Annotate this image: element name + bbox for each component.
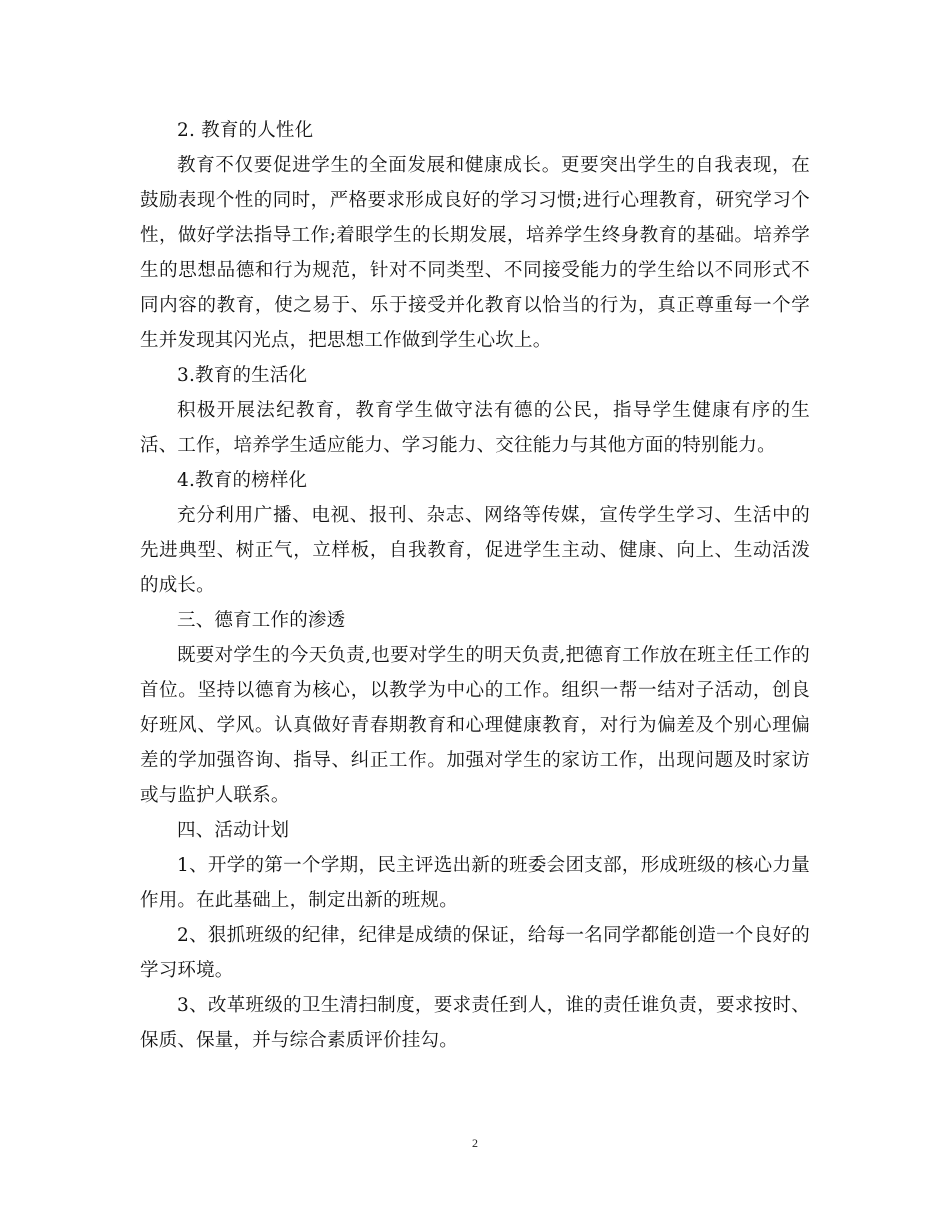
paragraph-activity-1: 1、开学的第一个学期，民主评选出新的班委会团支部，形成班级的核心力量作用。在此基础上，制定出新的班规。	[140, 855, 810, 911]
paragraph-activity-3: 3、改革班级的卫生清扫制度，要求责任到人，谁的责任谁负责，要求按时、保质、保量，并与综合素质评价挂勾。	[140, 995, 810, 1051]
paragraph-moral-education: 既要对学生的今天负责,也要对学生的明天负责,把德育工作放在班主任工作的首位。坚持以德育为核心，以教学为中心的工作。组织一帮一结对子活动，创良好班风、学风。认真做好青春期教育和心理健康教育，对行为偏差及个别心理偏差的学加强咨询、指导、纠正工作。加强对学生的家访工作，出现问题及时家访或与监护人联系。	[140, 645, 810, 806]
paragraph-humanization: 教育不仅要促进学生的全面发展和健康成长。更要突出学生的自我表现，在鼓励表现个性的同时，严格要求形成良好的学习习惯;进行心理教育，研究学习个性，做好学法指导工作;着眼学生的长期发展，培养学生终身教育的基础。培养学生的思想品德和行为规范，针对不同类型、不同接受能力的学生给以不同形式不同内容的教育，使之易于、乐于接受并化教育以恰当的行为，真正尊重每一个学生并发现其闪光点，把思想工作做到学生心坎上。	[140, 155, 810, 351]
section-heading-life: 3.教育的生活化	[177, 365, 308, 386]
section-heading-activity-plan: 四、活动计划	[177, 820, 290, 841]
document-body	[140, 113, 810, 1058]
section-heading-humanization: 2. 教育的人性化	[177, 120, 314, 141]
paragraph-role-model: 充分利用广播、电视、报刊、杂志、网络等传媒，宣传学生学习、生活中的先进典型、树正气，立样板，自我教育，促进学生主动、健康、向上、生动活泼的成长。	[140, 505, 810, 596]
section-heading-moral-education: 三、德育工作的渗透	[177, 610, 346, 631]
section-heading-role-model: 4.教育的榜样化	[177, 470, 308, 491]
page-number: 2	[472, 1136, 478, 1150]
paragraph-life: 积极开展法纪教育，教育学生做守法有德的公民，指导学生健康有序的生活、工作，培养学生适应能力、学习能力、交往能力与其他方面的特别能力。	[140, 400, 810, 456]
paragraph-activity-2: 2、狠抓班级的纪律，纪律是成绩的保证，给每一名同学都能创造一个良好的学习环境。	[140, 925, 810, 981]
